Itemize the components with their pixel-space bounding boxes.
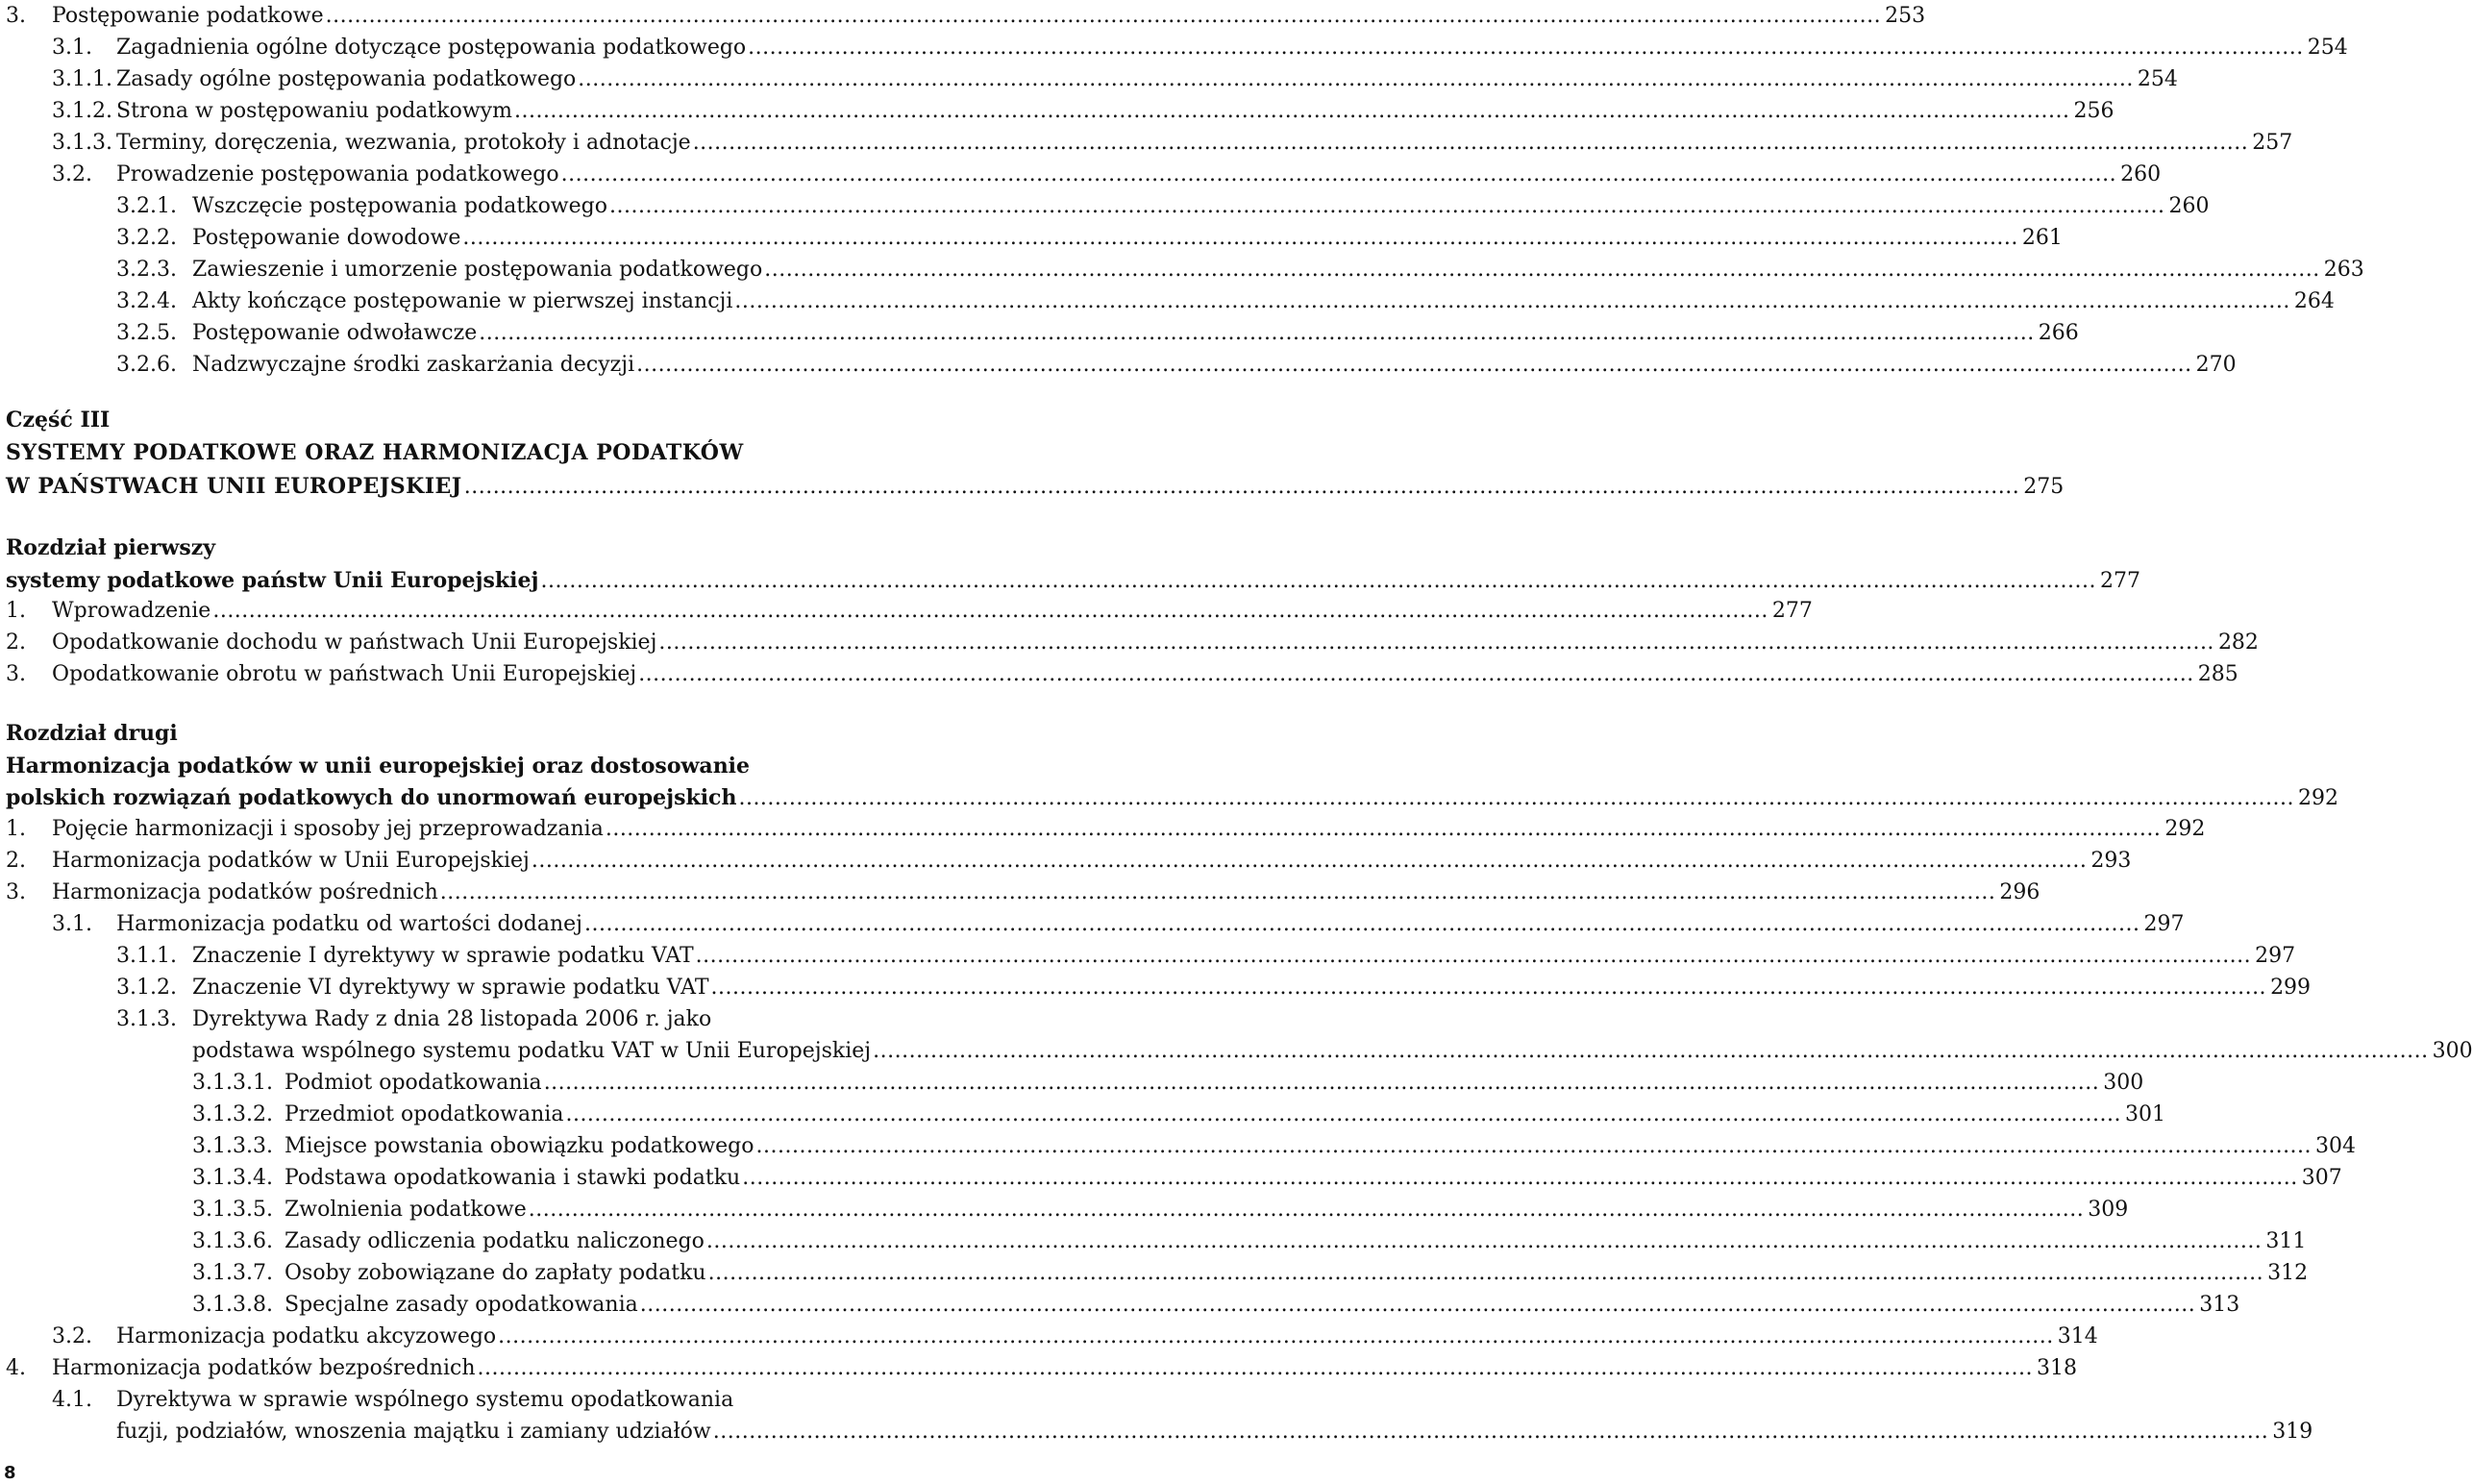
toc-entry[interactable]	[0, 845, 2132, 877]
toc-entry[interactable]	[0, 127, 2293, 159]
toc-page-number: 277	[1771, 599, 1813, 623]
toc-entry-number: 3.	[6, 4, 26, 28]
toc-entry-number: 3.2.6.	[116, 353, 177, 377]
toc-entry[interactable]	[0, 222, 2063, 254]
dot-leader	[532, 845, 2088, 877]
dot-leader	[693, 127, 2249, 159]
dot-leader	[711, 972, 2267, 1003]
dot-leader	[756, 1130, 2312, 1162]
toc-entry-title: Podmiot opodatkowania	[284, 1071, 542, 1095]
toc-entry-title: Osoby zobowiązane do zapłaty podatku	[284, 1261, 706, 1285]
toc-entry[interactable]	[0, 1416, 2313, 1447]
toc-entry-number: 3.1.1.	[52, 67, 112, 91]
toc-entry-title: Zwolnienia podatkowe	[284, 1198, 527, 1222]
toc-entry-number: 3.1.	[52, 912, 92, 936]
section-title: W PAŃSTWACH UNII EUROPEJSKIEJ	[6, 474, 462, 499]
chapter-label: Rozdział pierwszy	[6, 535, 215, 560]
dot-leader	[514, 95, 2070, 127]
dot-leader	[658, 627, 2214, 658]
dot-leader	[873, 1035, 2429, 1067]
toc-entry-title: Podstawa opodatkowania i stawki podatku	[284, 1166, 741, 1190]
dot-leader	[708, 1257, 2264, 1289]
toc-entry[interactable]	[0, 908, 2185, 940]
dot-leader	[638, 658, 2194, 690]
dot-leader	[764, 254, 2320, 285]
toc-page-number: 293	[2090, 849, 2132, 873]
dot-leader	[706, 1225, 2263, 1257]
toc-entry[interactable]	[0, 1352, 2078, 1384]
toc-entry-title: Pojęcie harmonizacji i sposoby jej przeprowadzania	[52, 817, 604, 841]
dot-leader	[738, 782, 2294, 814]
page-number: 8	[4, 1463, 16, 1483]
toc-entry-title: Zagadnienia ogólne dotyczące postępowania podatkowego	[116, 36, 747, 60]
toc-page-number: 257	[2252, 131, 2293, 155]
toc-entry-number: 3.1.3.5.	[192, 1198, 273, 1222]
chapter-title-entry[interactable]	[0, 782, 2338, 814]
toc-entry-title: Znaczenie VI dyrektywy w sprawie podatku VAT	[192, 976, 709, 1000]
dot-leader	[544, 1067, 2100, 1099]
toc-entry-title: Dyrektywa w sprawie wspólnego systemu opodatkowania	[116, 1388, 734, 1412]
toc-page-number: 260	[2120, 162, 2162, 186]
part-title-line: SYSTEMY PODATKOWE ORAZ HARMONIZACJA PODATKÓW	[6, 440, 744, 465]
toc-entry[interactable]	[0, 63, 2178, 95]
toc-entry[interactable]	[0, 595, 1813, 627]
toc-page-number: 313	[2199, 1293, 2240, 1317]
toc-entry[interactable]	[0, 1130, 2357, 1162]
toc-entry-title: podstawa wspólnego systemu podatku VAT w Unii Europejskiej	[192, 1039, 872, 1063]
toc-entry[interactable]	[0, 1035, 2473, 1067]
dot-leader	[696, 940, 2252, 972]
toc-entry-number: 1.	[6, 599, 26, 623]
toc-entry-number: 3.2.	[52, 162, 92, 186]
dot-leader	[578, 63, 2134, 95]
part-label: Część III	[6, 408, 111, 433]
toc-entry-title: Opodatkowanie obrotu w państwach Unii Europejskiej	[52, 662, 637, 686]
dot-leader	[561, 159, 2117, 190]
toc-entry[interactable]	[0, 627, 2259, 658]
toc-entry-number: 1.	[6, 817, 26, 841]
toc-page-number: 296	[1999, 880, 2040, 904]
dot-leader	[565, 1099, 2121, 1130]
toc-entry-title: Postępowanie podatkowe	[52, 4, 324, 28]
toc-page-number: 285	[2197, 662, 2238, 686]
toc-entry-number: 3.2.4.	[116, 289, 177, 313]
toc-entry-title: Dyrektywa Rady z dnia 28 listopada 2006 r. jako	[192, 1007, 712, 1031]
toc-entry-title: fuzji, podziałów, wnoszenia majątku i zamiany udziałów	[116, 1420, 711, 1444]
toc-entry-title: Prowadzenie postępowania podatkowego	[116, 162, 559, 186]
toc-page-number: 277	[2099, 569, 2140, 593]
toc-entry[interactable]	[0, 1162, 2342, 1194]
toc-entry[interactable]	[0, 813, 2206, 845]
toc-entry-number: 3.1.3.8.	[192, 1293, 273, 1317]
toc-entry-title: Opodatkowanie dochodu w państwach Unii Europejskiej	[52, 631, 657, 655]
toc-entry[interactable]	[0, 254, 2364, 285]
toc-entry-number: 3.1.3.1.	[192, 1071, 273, 1095]
toc-entry-title: Przedmiot opodatkowania	[284, 1102, 564, 1126]
dot-leader	[734, 285, 2290, 317]
dot-leader	[640, 1289, 2196, 1321]
chapter-title-line: Harmonizacja podatków w unii europejskiej oraz dostosowanie	[6, 754, 751, 779]
toc-entry-number: 3.1.3.2.	[192, 1102, 273, 1126]
toc-entry-number: 3.1.3.4.	[192, 1166, 273, 1190]
toc-entry-title: Postępowanie dowodowe	[192, 226, 461, 250]
toc-page-number: 282	[2217, 631, 2259, 655]
toc-page-number: 292	[2164, 817, 2206, 841]
toc-page-number: 263	[2323, 258, 2364, 282]
toc-entry-title: Zasady odliczenia podatku naliczonego	[284, 1229, 705, 1253]
toc-entry-number: 3.1.3.	[116, 1007, 177, 1031]
toc-entry[interactable]	[0, 1257, 2309, 1289]
toc-page-number: 266	[2038, 321, 2079, 345]
toc-entry-title: Postępowanie odwoławcze	[192, 321, 478, 345]
toc-entry-title: Harmonizacja podatku od wartości dodanej	[116, 912, 582, 936]
toc-entry-title: Specjalne zasady opodatkowania	[284, 1293, 638, 1317]
toc-page-number: 318	[2037, 1356, 2078, 1380]
toc-page-number: 311	[2265, 1229, 2307, 1253]
toc-entry-title: Zasady ogólne postępowania podatkowego	[116, 67, 577, 91]
toc-entry-number: 3.1.	[52, 36, 92, 60]
toc-page-number: 275	[2023, 475, 2065, 499]
toc-entry-title: Harmonizacja podatków bezpośrednich	[52, 1356, 476, 1380]
toc-entry[interactable]	[0, 32, 2348, 63]
toc-entry-title: Wprowadzenie	[52, 599, 211, 623]
toc-page-number: 256	[2073, 99, 2114, 123]
toc-page-number: 309	[2088, 1198, 2129, 1222]
toc-entry-number: 3.1.1.	[116, 944, 177, 968]
toc-page-number: 297	[2143, 912, 2185, 936]
toc-entry-number: 3.2.5.	[116, 321, 177, 345]
toc-page-number: 292	[2297, 786, 2338, 810]
toc-entry-title: Wszczęcie postępowania podatkowego	[192, 194, 607, 218]
toc-page-number: 254	[2137, 67, 2178, 91]
toc-entry-number: 3.	[6, 880, 26, 904]
part-title-entry[interactable]	[0, 471, 2065, 503]
dot-leader	[742, 1162, 2298, 1194]
toc-page-number: 260	[2168, 194, 2210, 218]
dot-leader	[498, 1321, 2054, 1352]
dot-leader	[477, 1352, 2033, 1384]
toc-entry-number: 3.2.3.	[116, 258, 177, 282]
section-title: polskich rozwiązań podatkowych do unormowań europejskich	[6, 785, 737, 810]
toc-entry[interactable]	[0, 1321, 2098, 1352]
toc-entry[interactable]	[0, 1194, 2129, 1225]
toc-page-number: 314	[2057, 1324, 2098, 1348]
toc-entry-number: 3.	[6, 662, 26, 686]
dot-leader	[529, 1194, 2085, 1225]
toc-entry[interactable]	[0, 159, 2162, 190]
toc-page-number: 299	[2270, 976, 2312, 1000]
toc-entry-number: 3.2.	[52, 1324, 92, 1348]
dot-leader	[462, 222, 2018, 254]
toc-entry[interactable]	[0, 658, 2238, 690]
toc-page-number: 319	[2272, 1420, 2313, 1444]
dot-leader	[540, 565, 2096, 597]
toc-entry-title: Znaczenie I dyrektywy w sprawie podatku VAT	[192, 944, 694, 968]
toc-entry[interactable]	[0, 877, 2040, 908]
toc-entry-number: 3.1.2.	[116, 976, 177, 1000]
toc-entry-number: 3.1.2.	[52, 99, 112, 123]
toc-entry-number: 3.1.3.6.	[192, 1229, 273, 1253]
toc-entry-number: 3.1.3.7.	[192, 1261, 273, 1285]
toc-page-number: 300	[2103, 1071, 2144, 1095]
toc-entry-title: Strona w postępowaniu podatkowym	[116, 99, 512, 123]
toc-entry[interactable]	[0, 190, 2210, 222]
dot-leader	[212, 595, 1768, 627]
toc-page-number: 307	[2301, 1166, 2342, 1190]
toc-entry-title: Harmonizacja podatków w Unii Europejskiej	[52, 849, 530, 873]
toc-entry-number: 4.	[6, 1356, 26, 1380]
section-title: systemy podatkowe państw Unii Europejskiej	[6, 568, 539, 593]
dot-leader	[606, 813, 2162, 845]
toc-page-number: 261	[2021, 226, 2063, 250]
toc-entry-number: 2.	[6, 631, 26, 655]
toc-entry-title: Akty kończące postępowanie w pierwszej instancji	[192, 289, 733, 313]
dot-leader	[479, 317, 2035, 349]
toc-entry-number: 3.1.3.	[52, 131, 112, 155]
toc-entry-title: Terminy, doręczenia, wezwania, protokoły i adnotacje	[116, 131, 691, 155]
toc-entry[interactable]	[0, 349, 2237, 381]
toc-entry[interactable]	[0, 972, 2312, 1003]
toc-entry-title: Harmonizacja podatków pośrednich	[52, 880, 438, 904]
dot-leader	[609, 190, 2165, 222]
toc-entry[interactable]	[0, 0, 1926, 32]
toc-entry[interactable]	[0, 1099, 2165, 1130]
toc-entry[interactable]	[0, 317, 2079, 349]
toc-entry-title: Miejsce powstania obowiązku podatkowego	[284, 1134, 754, 1158]
toc-entry-number: 3.2.1.	[116, 194, 177, 218]
toc-page-number: 264	[2293, 289, 2335, 313]
toc-entry-title: Zawieszenie i umorzenie postępowania podatkowego	[192, 258, 763, 282]
toc-entry-number: 3.1.3.3.	[192, 1134, 273, 1158]
dot-leader	[748, 32, 2304, 63]
toc-page-number: 300	[2432, 1039, 2473, 1063]
toc-entry[interactable]	[0, 1067, 2144, 1099]
toc-entry[interactable]	[0, 1003, 923, 1035]
dot-leader	[636, 349, 2192, 381]
dot-leader	[464, 471, 2020, 503]
dot-leader	[440, 877, 1996, 908]
toc-page-number: 297	[2255, 944, 2296, 968]
dot-leader	[713, 1416, 2269, 1447]
toc-entry-title: Nadzwyczajne środki zaskarżania decyzji	[192, 353, 635, 377]
toc-entry[interactable]	[0, 940, 2296, 972]
toc-page-number: 304	[2315, 1134, 2357, 1158]
toc-page-number: 301	[2124, 1102, 2165, 1126]
dot-leader	[326, 0, 1882, 32]
dot-leader	[584, 908, 2140, 940]
toc-page-number: 253	[1885, 4, 1926, 28]
toc-entry-number: 3.2.2.	[116, 226, 177, 250]
toc-entry[interactable]	[0, 1289, 2240, 1321]
toc-page-number: 254	[2307, 36, 2348, 60]
toc-entry-title: Harmonizacja podatku akcyzowego	[116, 1324, 497, 1348]
toc-entry[interactable]	[0, 1225, 2307, 1257]
toc-entry[interactable]	[0, 285, 2335, 317]
toc-entry[interactable]	[0, 95, 2114, 127]
chapter-title-entry[interactable]	[0, 565, 2140, 597]
chapter-label: Rozdział drugi	[6, 721, 178, 746]
toc-entry[interactable]	[0, 1384, 923, 1416]
toc-page-number: 312	[2267, 1261, 2309, 1285]
toc-page-number: 270	[2195, 353, 2237, 377]
toc-entry-number: 2.	[6, 849, 26, 873]
toc-entry-number: 4.1.	[52, 1388, 92, 1412]
